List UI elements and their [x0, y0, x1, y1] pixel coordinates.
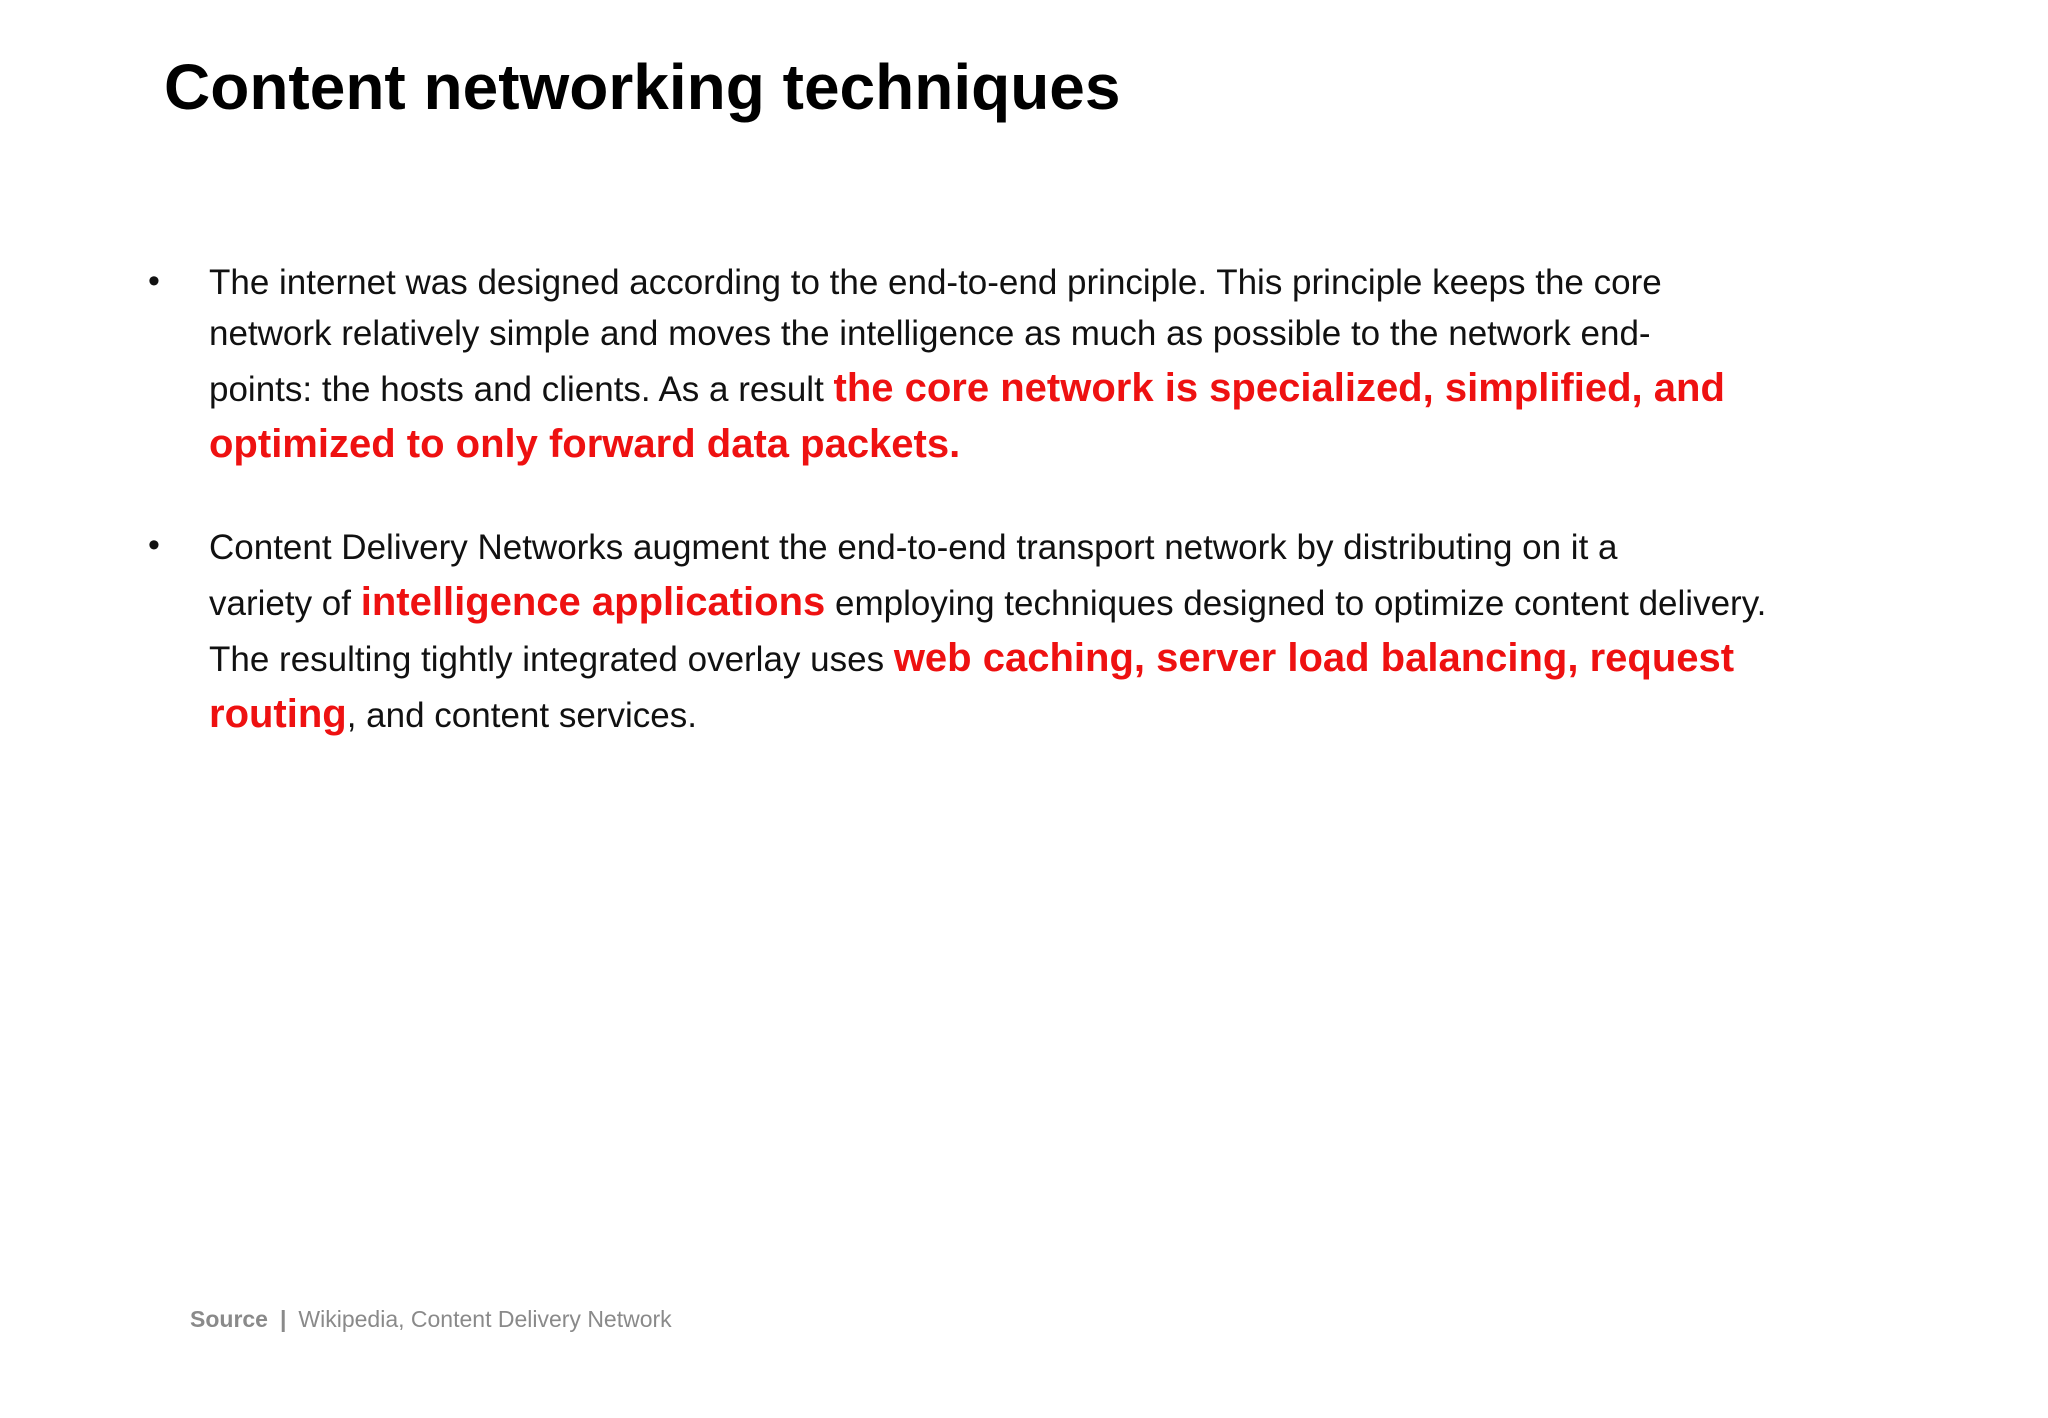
body-text: Content Delivery Networks augment the end-to-end transport network by distributing on it a	[209, 528, 1618, 567]
emphasized-text: intelligence applications	[360, 580, 826, 624]
bullet-text	[209, 522, 1909, 742]
text-line	[209, 416, 1909, 472]
body-text: The resulting tightly integrated overlay uses	[209, 640, 894, 679]
text-line	[209, 574, 1909, 630]
emphasized-text: optimized to only forward data packets.	[209, 422, 961, 466]
text-line	[209, 258, 1909, 308]
body-text: The internet was designed according to the end-to-end principle. This principle keeps the core	[209, 263, 1662, 302]
source-separator: |	[279, 1306, 287, 1332]
bullet-dot-icon: •	[148, 262, 160, 300]
text-line	[209, 308, 1909, 360]
text-line	[209, 360, 1909, 416]
source-text: Wikipedia, Content Delivery Network	[298, 1306, 672, 1332]
text-line	[209, 522, 1909, 574]
body-text: points: the hosts and clients. As a result	[209, 370, 834, 409]
emphasized-text: web caching, server load balancing, request	[893, 636, 1735, 680]
body-text: employing techniques designed to optimize content delivery.	[825, 584, 1767, 623]
emphasized-text: the core network is specialized, simplified, and	[833, 366, 1725, 410]
source-label: Source	[190, 1306, 268, 1332]
slide-title: Content networking techniques	[164, 51, 1121, 123]
bullet-text	[209, 258, 1909, 472]
source-citation	[190, 1306, 672, 1333]
emphasized-text: routing	[209, 692, 347, 736]
text-line	[209, 686, 1909, 742]
bullet-dot-icon: •	[148, 526, 160, 564]
body-text: variety of	[209, 584, 361, 623]
body-text: , and content services.	[346, 696, 697, 735]
text-line	[209, 630, 1909, 686]
body-text: network relatively simple and moves the intelligence as much as possible to the network end-	[209, 314, 1651, 353]
